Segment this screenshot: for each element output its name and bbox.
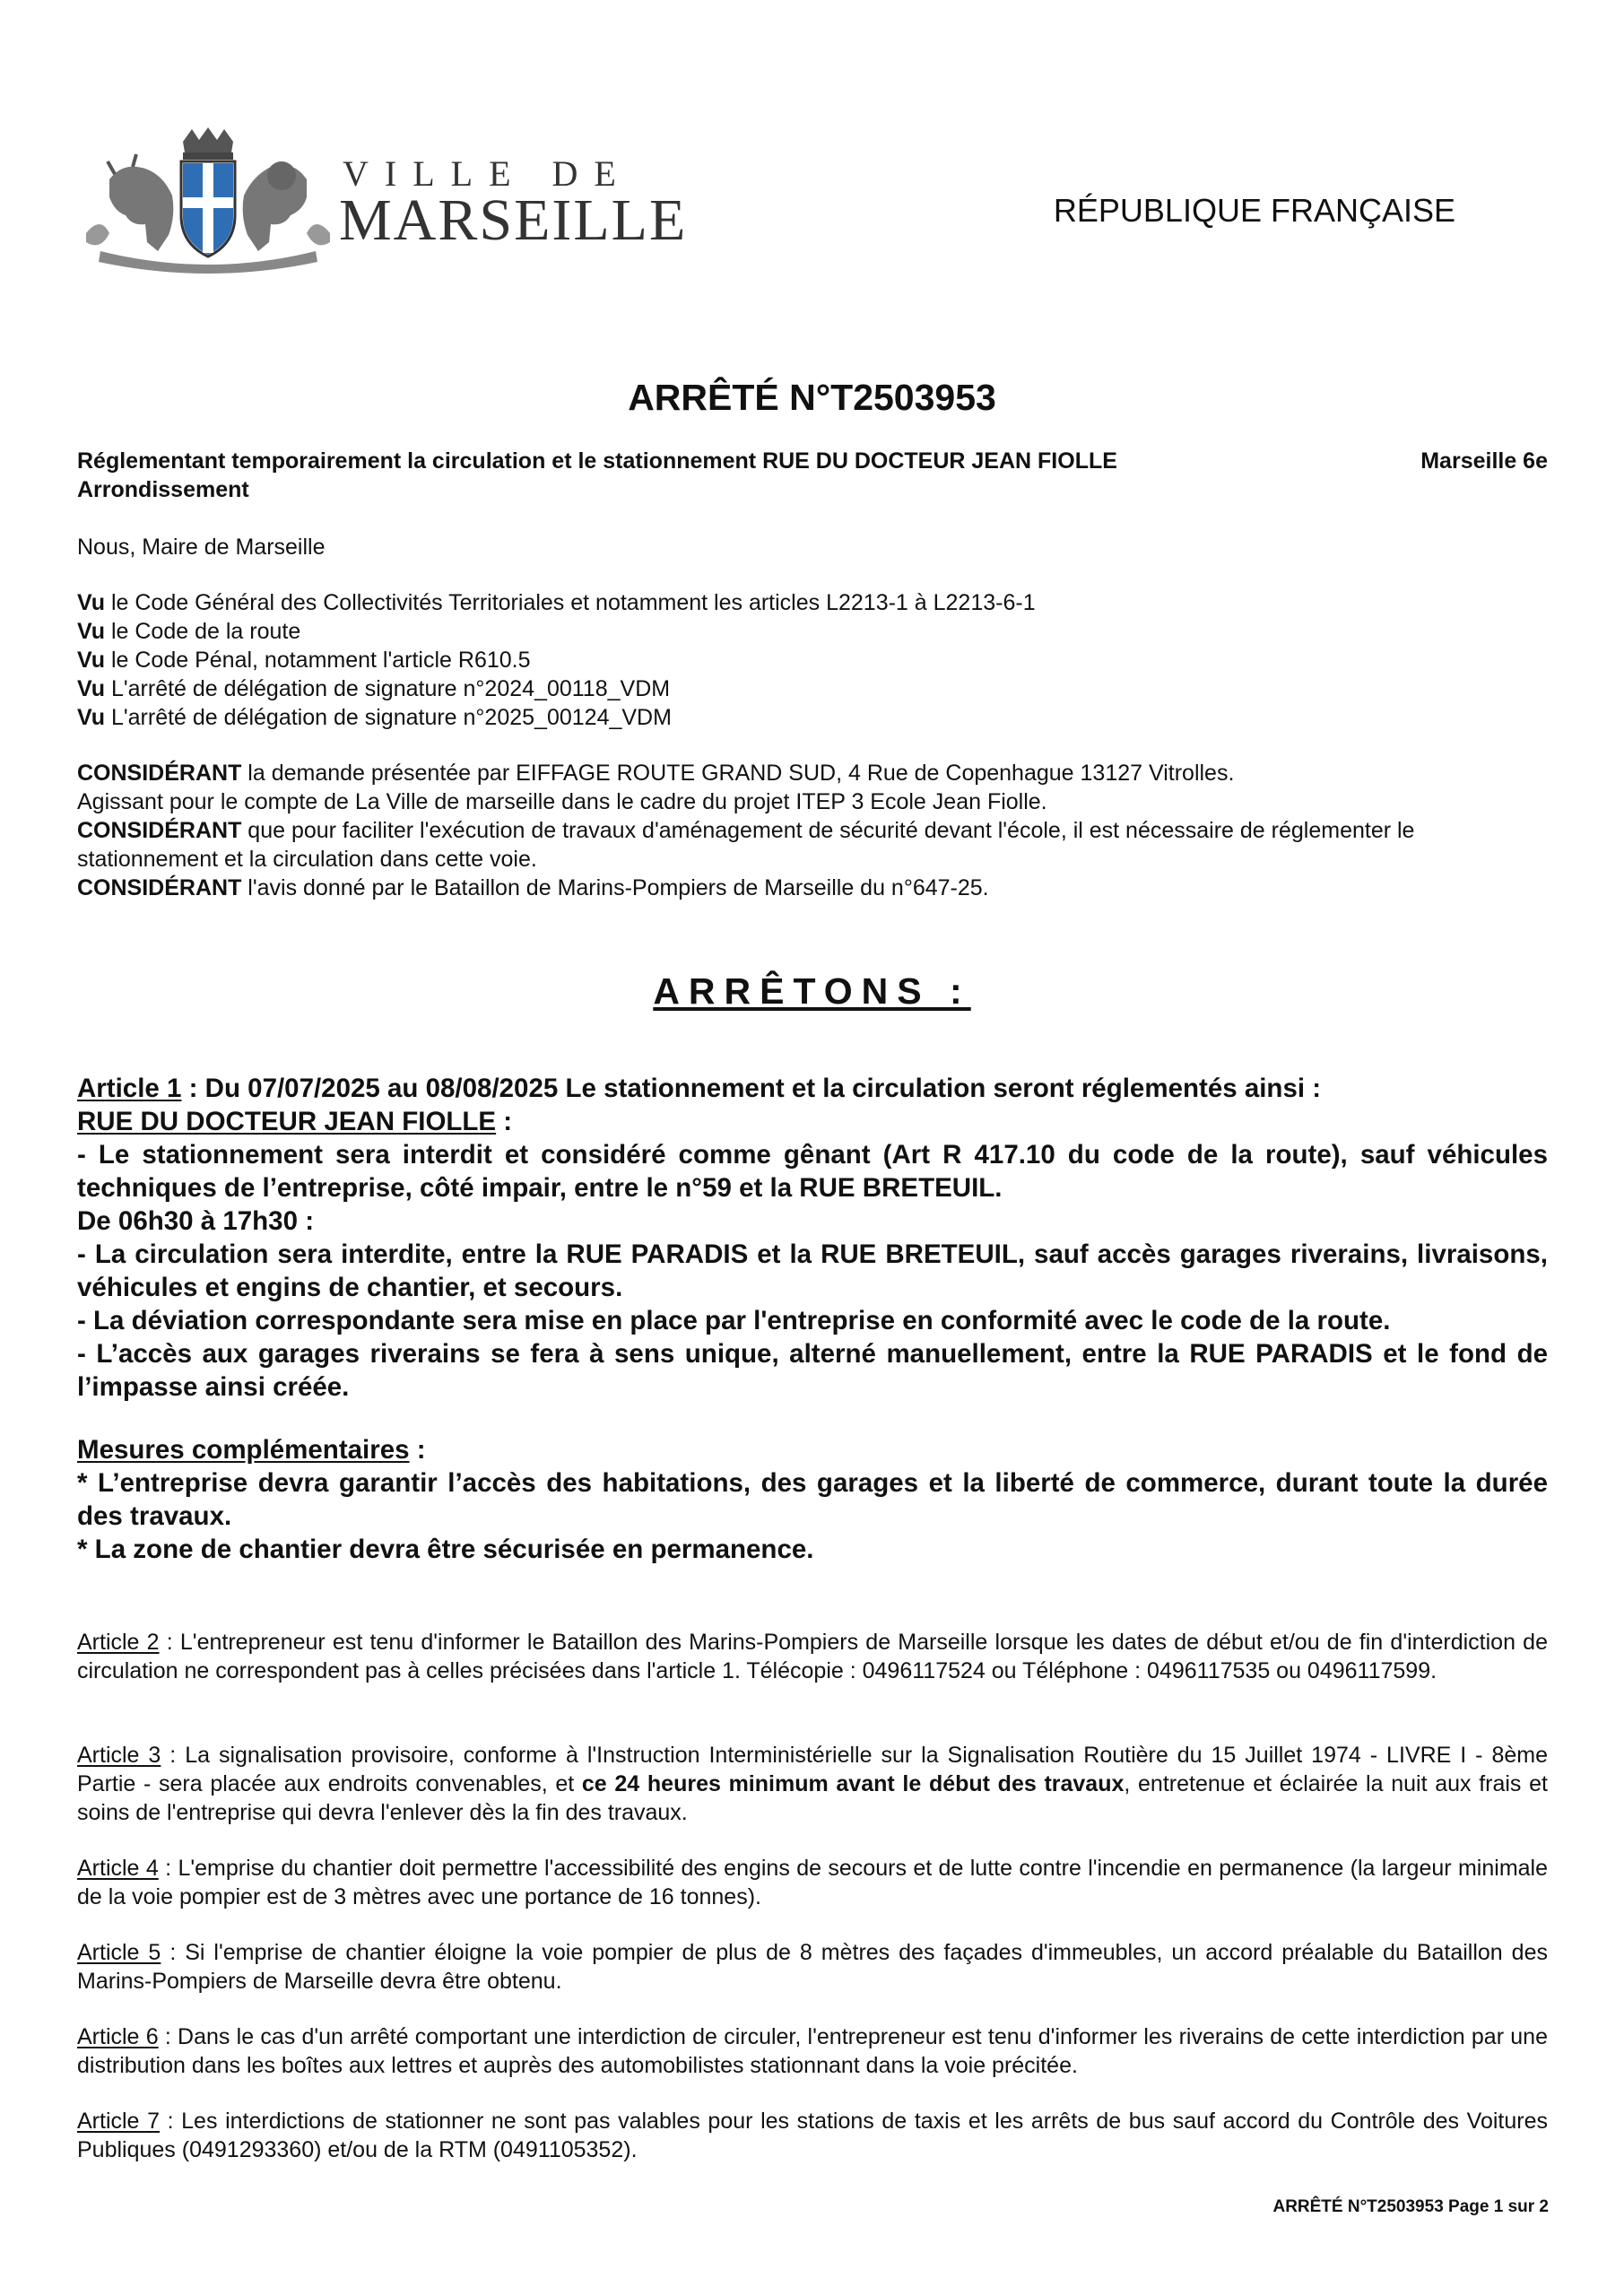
legal-reference-item: Vu le Code Pénal, notamment l'article R610.5 [77, 648, 531, 673]
article-6-label: Article 6 [77, 2024, 159, 2049]
subject-continuation: Arrondissement [77, 477, 249, 502]
article-5-label: Article 5 [77, 1940, 161, 1965]
decree-title: ARRÊTÉ N°T2503953 [628, 377, 996, 418]
article-1: Article 1 : Du 07/07/2025 au 08/08/2025 Le stationnement et la circulation seront réglementés ainsi : RUE DU DOCTEUR JEAN FIOLLE : - Le stationnement sera interdit et considéré comme gênant (Art R 417.10 du code de la route), sauf véhicules techniques de l’entreprise, côté impair, entre le n°59 et la RUE BRETEUIL. De 06h30 à 17h30 : - La circulation sera interdite, entre la RUE PARADIS et la RUE BRETEUIL, sauf accès garages riverains, livraisons, véhicules et engins de chantier, et secours. - La déviation correspondante sera mise en place par l'entreprise en conformité avec le code de la route. - L’accès aux garages riverains se fera à sens unique, alterné manuellement, entre la RUE PARADIS et le fond de l’impasse ainsi créée. [77, 1074, 1548, 1402]
measures-label: Mesures complémentaires [77, 1435, 410, 1465]
article-1-street: RUE DU DOCTEUR JEAN FIOLLE [77, 1107, 497, 1136]
article-1-garage-access-rule: - L’accès aux garages riverains se fera à sens unique, alterné manuellement, entre la RUE PARADIS et le fond de l’impasse ainsi créée. [77, 1339, 1548, 1402]
article-2-label: Article 2 [77, 1630, 160, 1655]
complementary-measures: Mesures complémentaires : * L’entreprise devra garantir l’accès des habitations, des garages et la liberté de commerce, durant toute la durée des travaux. * La zone de chantier devra être sécurisée en permanence. [77, 1435, 1548, 1564]
city-coat-of-arms-icon [83, 126, 334, 274]
legal-references [77, 588, 1548, 732]
article-7: Article 7 : Les interdictions de stationner ne sont pas valables pour les stations de taxis et les arrêts de bus sauf accord du Contrôle des Voitures Publiques (0491293360) et/ou de la RTM (0491105352). [77, 2109, 1548, 2162]
legal-reference-item: Vu le Code de la route [77, 619, 301, 644]
article-3-label: Article 3 [77, 1743, 161, 1768]
subject-location: Marseille 6e [1420, 448, 1548, 474]
logo-text-marseille: MARSEILLE [339, 187, 688, 253]
logo-text-ville-de: VILLE DE [343, 153, 632, 194]
measure-item: * La zone de chantier devra être sécurisée en permanence. [77, 1535, 814, 1564]
page-footer: ARRÊTÉ N°T2503953 Page 1 sur 2 [1272, 2197, 1549, 2216]
arretons-heading: ARRÊTONS : [653, 970, 971, 1012]
article-1-label: Article 1 [77, 1074, 182, 1103]
article-5: Article 5 : Si l'emprise de chantier éloigne la voie pompier de plus de 8 mètres des façades d'immeubles, un accord préalable du Bataillon des Marins-Pompiers de Marseille devra être obtenu. [77, 1940, 1548, 1994]
considerants [77, 759, 1548, 902]
considerant-3: CONSIDÉRANT l'avis donné par le Bataillon de Marins-Pompiers de Marseille du n°647-25. [77, 875, 989, 900]
article-2: Article 2 : L'entrepreneur est tenu d'informer le Bataillon des Marins-Pompiers de Marseille lorsque les dates de début et/ou de fin d'interdiction de circulation ne correspondent pas à celles précisées dans l'article 1. Télécopie : 0496117524 ou Téléphone : 0496117535 ou 0496117599. [77, 1630, 1548, 1683]
article-7-label: Article 7 [77, 2109, 160, 2134]
subject-text: Réglementant temporairement la circulation et le stationnement RUE DU DOCTEUR JEAN FIOLLE [77, 448, 1117, 474]
considerant-1-continuation: Agissant pour le compte de La Ville de marseille dans le cadre du projet ITEP 3 Ecole Jean Fiolle. [77, 789, 1047, 814]
article-1-parking-rule: - Le stationnement sera interdit et considéré comme gênant (Art R 417.10 du code de la route), sauf véhicules techniques de l’entreprise, côté impair, entre le n°59 et la RUE BRETEUIL. [77, 1140, 1548, 1203]
city-logo [83, 126, 688, 274]
republique-francaise-heading: RÉPUBLIQUE FRANÇAISE [1053, 192, 1455, 229]
article-1-traffic-rule: - La circulation sera interdite, entre la RUE PARADIS et la RUE BRETEUIL, sauf accès garages riverains, livraisons, véhicules et engins de chantier, et secours. [77, 1239, 1548, 1302]
considerant-2: CONSIDÉRANT que pour faciliter l'exécution de travaux d'aménagement de sécurité devant l'école, il est nécessaire de réglementer le stationnement et la circulation dans cette voie. [77, 818, 1415, 872]
article-4: Article 4 : L'emprise du chantier doit permettre l'accessibilité des engins de secours et de lutte contre l'incendie en permanence (la largeur minimale de la voie pompier est de 3 mètres avec une portance de 16 tonnes). [77, 1856, 1549, 1909]
article-4-label: Article 4 [77, 1856, 159, 1881]
mayor-statement: Nous, Maire de Marseille [77, 535, 326, 560]
measure-item: * L’entreprise devra garantir l’accès des habitations, des garages et la liberté de commerce, durant toute la durée des travaux. [77, 1468, 1548, 1531]
legal-reference-item: Vu L'arrêté de délégation de signature n°2024_00118_VDM [77, 676, 671, 701]
article-3: Article 3 : La signalisation provisoire, conforme à l'Instruction Interministérielle sur la Signalisation Routière du 15 Juillet 1974 - LIVRE I - 8ème Partie - sera placée aux endroits convenables, et ce 24 heures minimum avant le début des travaux, entretenue et éclairée la nuit aux frais et soins de l'entreprise qui devra l'enlever dès la fin des travaux. [77, 1743, 1548, 1825]
decree-subject [77, 447, 1548, 504]
article-1-deviation-rule: - La déviation correspondante sera mise en place par l'entreprise en conformité avec le code de la route. [77, 1306, 1391, 1335]
legal-reference-item: Vu L'arrêté de délégation de signature n°2025_00124_VDM [77, 705, 672, 730]
legal-reference-item: Vu le Code Général des Collectivités Territoriales et notamment les articles L2213-1 à L2213-6-1 [77, 590, 1036, 615]
article-1-hours: De 06h30 à 17h30 : [77, 1206, 315, 1236]
considerant-1: CONSIDÉRANT la demande présentée par EIFFAGE ROUTE GRAND SUD, 4 Rue de Copenhague 13127 Vitrolles. [77, 761, 1235, 786]
article-6: Article 6 : Dans le cas d'un arrêté comportant une interdiction de circuler, l'entrepreneur est tenu d'informer les riverains de cette interdiction par une distribution dans les boîtes aux lettres et auprès des automobilistes stationnant dans la voie précitée. [77, 2024, 1548, 2078]
